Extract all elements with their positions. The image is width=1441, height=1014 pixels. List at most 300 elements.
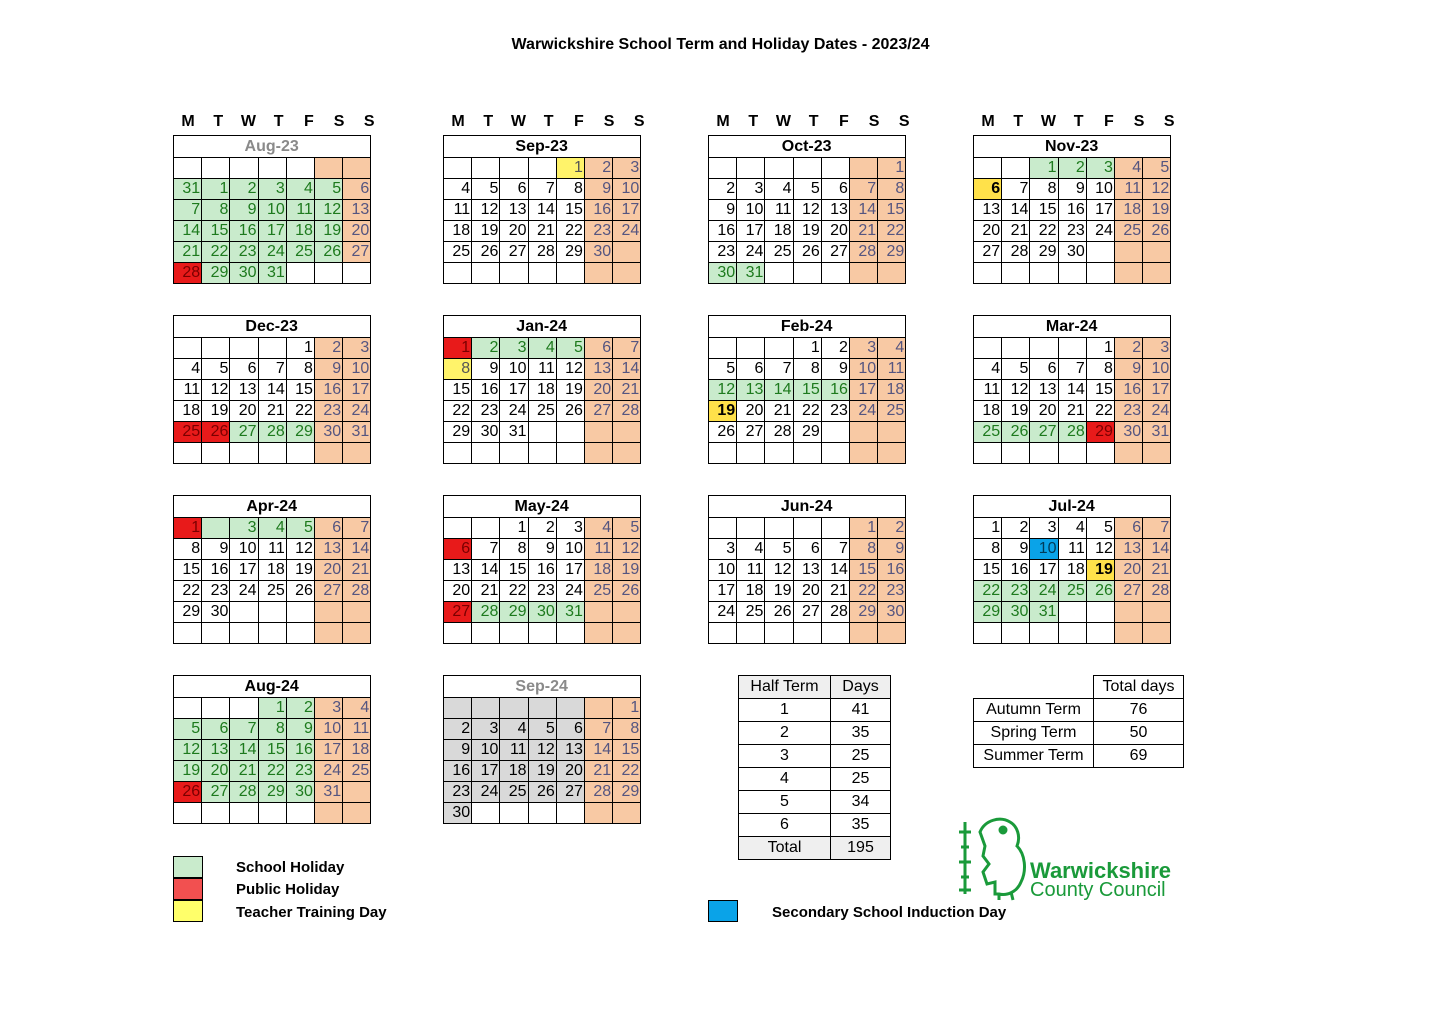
calendar-day-cell: 19 [709, 401, 737, 422]
calendar-day-cell [765, 518, 793, 539]
calendar-day-cell: 17 [258, 220, 286, 241]
calendar-day-cell [500, 803, 528, 824]
calendar-day-cell: 2 [444, 719, 472, 740]
calendar-day-cell: 10 [230, 539, 258, 560]
day-of-week-header [443, 113, 654, 131]
calendar-day-cell: 29 [500, 602, 528, 623]
calendar-day-cell: 14 [821, 560, 849, 581]
day-of-week-label: M [181, 113, 195, 130]
calendar-day-cell [314, 803, 342, 824]
calendar-day-cell [500, 623, 528, 644]
calendar-day-cell: 5 [286, 518, 314, 539]
calendar-day-cell: 4 [584, 518, 612, 539]
calendar-day-cell: 17 [737, 221, 765, 242]
calendar-day-cell: 6 [444, 539, 472, 560]
calendar-day-cell: 3 [343, 338, 371, 359]
calendar-day-cell [528, 263, 556, 284]
calendar-day-cell: 8 [793, 359, 821, 380]
calendar-day-cell: 17 [613, 200, 641, 221]
calendar-day-cell: 15 [1030, 200, 1058, 221]
calendar-day-cell: 26 [314, 241, 342, 262]
month-calendar [173, 675, 371, 824]
calendar-day-cell [314, 443, 342, 464]
calendar-day-cell: 19 [202, 401, 230, 422]
calendar-day-cell: 3 [556, 518, 584, 539]
calendar-day-cell: 27 [1114, 581, 1142, 602]
calendar-day-cell: 21 [528, 221, 556, 242]
calendar-day-cell [974, 623, 1002, 644]
calendar-day-cell: 11 [765, 200, 793, 221]
calendar-day-cell: 12 [202, 380, 230, 401]
calendar-day-cell [500, 263, 528, 284]
month-calendar [443, 675, 641, 824]
calendar-day-cell [528, 698, 556, 719]
calendar-day-cell: 11 [1114, 179, 1142, 200]
calendar-day-cell [1114, 443, 1142, 464]
calendar-day-cell: 25 [174, 422, 202, 443]
calendar-day-cell: 8 [202, 199, 230, 220]
calendar-day-cell [343, 443, 371, 464]
calendar-day-cell: 27 [556, 782, 584, 803]
calendar-day-cell: 3 [613, 158, 641, 179]
calendar-day-cell: 30 [528, 602, 556, 623]
calendar-day-cell: 25 [878, 401, 906, 422]
calendar-day-cell: 26 [1002, 422, 1030, 443]
calendar-day-cell: 15 [286, 380, 314, 401]
calendar-day-cell: 10 [1030, 539, 1058, 560]
calendar-day-cell: 10 [1086, 179, 1114, 200]
calendar-day-cell: 7 [472, 539, 500, 560]
calendar-day-cell [737, 338, 765, 359]
day-of-week-label: T [748, 113, 759, 130]
half-term-number: 4 [739, 768, 831, 791]
calendar-day-cell: 29 [286, 422, 314, 443]
calendar-day-cell: 16 [709, 221, 737, 242]
calendar-day-cell [314, 623, 342, 644]
calendar-day-cell [343, 262, 371, 283]
calendar-day-cell: 26 [202, 422, 230, 443]
calendar-day-cell: 14 [472, 560, 500, 581]
calendar-day-cell [1058, 623, 1086, 644]
calendar-day-cell: 6 [1114, 518, 1142, 539]
calendar-day-cell: 9 [472, 359, 500, 380]
calendar-day-cell [849, 263, 877, 284]
half-term-days: 25 [831, 768, 891, 791]
calendar-day-cell: 19 [613, 560, 641, 581]
total-label: Total [739, 837, 831, 860]
calendar-day-cell: 17 [1030, 560, 1058, 581]
calendar-day-cell: 17 [230, 560, 258, 581]
calendar-day-cell: 7 [230, 719, 258, 740]
month-title: Apr-24 [174, 496, 371, 518]
calendar-day-cell [174, 443, 202, 464]
calendar-day-cell [314, 262, 342, 283]
calendar-day-cell: 22 [793, 401, 821, 422]
calendar-day-cell: 13 [793, 560, 821, 581]
calendar-day-cell [230, 803, 258, 824]
calendar-day-cell: 20 [793, 581, 821, 602]
calendar-day-cell [974, 263, 1002, 284]
calendar-day-cell: 22 [500, 581, 528, 602]
calendar-day-cell: 28 [821, 602, 849, 623]
calendar-day-cell [500, 443, 528, 464]
calendar-day-cell: 4 [500, 719, 528, 740]
calendar-day-cell: 18 [258, 560, 286, 581]
calendar-day-cell [343, 803, 371, 824]
calendar-day-cell: 23 [528, 581, 556, 602]
calendar-day-cell: 10 [737, 200, 765, 221]
calendar-day-cell: 20 [1030, 401, 1058, 422]
calendar-day-cell [343, 623, 371, 644]
calendar-day-cell [613, 422, 641, 443]
month-title: May-24 [444, 496, 641, 518]
calendar-day-cell: 28 [1058, 422, 1086, 443]
calendar-day-cell: 10 [472, 740, 500, 761]
calendar-day-cell: 14 [174, 220, 202, 241]
legend-public-holiday-label: Public Holiday [236, 881, 340, 898]
calendar-day-cell: 7 [849, 179, 877, 200]
calendar-day-cell: 26 [556, 401, 584, 422]
calendar-day-cell: 18 [286, 220, 314, 241]
calendar-day-cell [1086, 623, 1114, 644]
calendar-day-cell [793, 443, 821, 464]
half-term-days: 35 [831, 814, 891, 837]
calendar-day-cell [878, 263, 906, 284]
month-title: Jun-24 [709, 496, 906, 518]
day-of-week-label: T [1013, 113, 1024, 130]
legend-induction-day-swatch [708, 900, 738, 922]
calendar-day-cell: 8 [444, 359, 472, 380]
calendar-day-cell [584, 263, 612, 284]
calendar-day-cell: 26 [1086, 581, 1114, 602]
month-title: Sep-23 [444, 136, 641, 158]
calendar-day-cell [1030, 338, 1058, 359]
calendar-day-cell: 31 [1030, 602, 1058, 623]
calendar-day-cell: 18 [444, 221, 472, 242]
calendar-day-cell: 22 [849, 581, 877, 602]
day-of-week-header [708, 113, 919, 131]
calendar-day-cell: 31 [343, 422, 371, 443]
calendar-day-cell [528, 422, 556, 443]
calendar-day-cell: 16 [1058, 200, 1086, 221]
calendar-day-cell: 3 [709, 539, 737, 560]
calendar-day-cell: 3 [314, 698, 342, 719]
calendar-day-cell [286, 623, 314, 644]
calendar-day-cell: 14 [849, 200, 877, 221]
calendar-day-cell: 8 [613, 719, 641, 740]
calendar-day-cell: 23 [1058, 221, 1086, 242]
calendar-day-cell [584, 623, 612, 644]
calendar-day-cell: 6 [556, 719, 584, 740]
calendar-day-cell: 28 [174, 262, 202, 283]
calendar-day-cell: 5 [613, 518, 641, 539]
calendar-day-cell: 14 [230, 740, 258, 761]
term-days: 69 [1094, 745, 1184, 768]
calendar-day-cell: 25 [765, 242, 793, 263]
calendar-day-cell: 19 [765, 581, 793, 602]
day-of-week-label: W [1040, 113, 1057, 130]
calendar-day-cell: 18 [974, 401, 1002, 422]
logo-text-line1: Warwickshire [1030, 858, 1172, 883]
calendar-day-cell: 4 [174, 359, 202, 380]
calendar-day-cell: 27 [343, 241, 371, 262]
calendar-day-cell [444, 623, 472, 644]
calendar-day-cell: 7 [584, 719, 612, 740]
calendar-day-cell: 27 [584, 401, 612, 422]
calendar-day-cell: 15 [793, 380, 821, 401]
calendar-day-cell: 5 [1086, 518, 1114, 539]
month-calendar [973, 315, 1171, 464]
day-of-week-label: S [898, 113, 910, 130]
calendar-day-cell: 9 [821, 359, 849, 380]
calendar-day-cell: 6 [737, 359, 765, 380]
calendar-day-cell: 14 [765, 380, 793, 401]
calendar-day-cell: 23 [1002, 581, 1030, 602]
calendar-day-cell [174, 158, 202, 179]
calendar-day-cell [613, 623, 641, 644]
calendar-day-cell: 13 [556, 740, 584, 761]
legend-school-holiday-label: School Holiday [236, 859, 345, 876]
month-title: Feb-24 [709, 316, 906, 338]
calendar-day-cell [472, 158, 500, 179]
calendar-day-cell: 21 [765, 401, 793, 422]
calendar-day-cell [793, 158, 821, 179]
calendar-day-cell: 12 [472, 200, 500, 221]
calendar-day-cell: 9 [1002, 539, 1030, 560]
calendar-day-cell [286, 262, 314, 283]
calendar-day-cell: 14 [1058, 380, 1086, 401]
calendar-day-cell [1030, 443, 1058, 464]
calendar-day-cell: 11 [444, 200, 472, 221]
legend-teacher-training-label: Teacher Training Day [236, 904, 387, 921]
calendar-day-cell: 23 [709, 242, 737, 263]
calendar-day-cell: 12 [286, 539, 314, 560]
calendar-day-cell: 30 [1058, 242, 1086, 263]
calendar-day-cell: 2 [1002, 518, 1030, 539]
calendar-day-cell: 20 [314, 560, 342, 581]
month-title: Oct-23 [709, 136, 906, 158]
calendar-day-cell: 26 [174, 782, 202, 803]
calendar-day-cell [849, 443, 877, 464]
calendar-day-cell: 1 [202, 178, 230, 199]
page-title: Warwickshire School Term and Holiday Dates - 2023/24 [511, 36, 930, 53]
calendar-day-cell: 29 [793, 422, 821, 443]
calendar-day-cell [1143, 443, 1171, 464]
calendar-day-cell: 18 [737, 581, 765, 602]
calendar-day-cell: 6 [314, 518, 342, 539]
calendar-day-cell [202, 698, 230, 719]
calendar-day-cell [343, 158, 371, 179]
calendar-day-cell: 19 [286, 560, 314, 581]
calendar-day-cell [613, 803, 641, 824]
calendar-day-cell [1114, 602, 1142, 623]
calendar-day-cell [1114, 242, 1142, 263]
calendar-day-cell: 23 [878, 581, 906, 602]
calendar-day-cell: 7 [821, 539, 849, 560]
calendar-day-cell: 12 [765, 560, 793, 581]
calendar-day-cell: 7 [343, 518, 371, 539]
calendar-day-cell: 30 [1002, 602, 1030, 623]
calendar-day-cell: 6 [974, 179, 1002, 200]
calendar-day-cell: 16 [1002, 560, 1030, 581]
calendar-day-cell: 27 [821, 242, 849, 263]
calendar-day-cell [974, 443, 1002, 464]
calendar-day-cell [584, 698, 612, 719]
calendar-day-cell: 15 [1086, 380, 1114, 401]
term-days: 76 [1094, 699, 1184, 722]
calendar-day-cell: 11 [286, 199, 314, 220]
month-calendar [173, 495, 371, 644]
calendar-day-cell: 17 [556, 560, 584, 581]
calendar-day-cell: 20 [230, 401, 258, 422]
calendar-day-cell: 6 [202, 719, 230, 740]
calendar-day-cell: 11 [584, 539, 612, 560]
calendar-day-cell [765, 338, 793, 359]
calendar-day-cell [709, 158, 737, 179]
calendar-day-cell: 4 [1114, 158, 1142, 179]
calendar-day-cell: 12 [528, 740, 556, 761]
calendar-day-cell: 23 [472, 401, 500, 422]
calendar-day-cell: 24 [472, 782, 500, 803]
calendar-day-cell [230, 158, 258, 179]
calendar-day-cell: 2 [878, 518, 906, 539]
calendar-day-cell: 22 [1086, 401, 1114, 422]
calendar-day-cell: 9 [444, 740, 472, 761]
calendar-day-cell: 8 [500, 539, 528, 560]
calendar-day-cell [1114, 623, 1142, 644]
calendar-day-cell: 21 [1002, 221, 1030, 242]
calendar-day-cell: 9 [1058, 179, 1086, 200]
calendar-day-cell [472, 623, 500, 644]
calendar-day-cell: 28 [584, 782, 612, 803]
half-term-days: 34 [831, 791, 891, 814]
day-of-week-header [973, 113, 1184, 131]
calendar-day-cell [1143, 242, 1171, 263]
half-term-days: 35 [831, 722, 891, 745]
calendar-day-cell [1143, 602, 1171, 623]
month-calendar [443, 315, 641, 464]
calendar-day-cell: 18 [1114, 200, 1142, 221]
term-days: 50 [1094, 722, 1184, 745]
calendar-day-cell [849, 158, 877, 179]
day-of-week-label: S [868, 113, 880, 130]
calendar-day-cell: 8 [258, 719, 286, 740]
calendar-day-cell: 26 [286, 581, 314, 602]
month-calendar [443, 135, 641, 284]
calendar-day-cell: 29 [556, 242, 584, 263]
calendar-day-cell: 6 [1030, 359, 1058, 380]
calendar-day-cell: 9 [709, 200, 737, 221]
calendar-day-cell [821, 443, 849, 464]
calendar-day-cell: 4 [258, 518, 286, 539]
term-name: Summer Term [974, 745, 1094, 768]
calendar-day-cell: 20 [556, 761, 584, 782]
calendar-day-cell: 12 [709, 380, 737, 401]
calendar-day-cell: 24 [556, 581, 584, 602]
half-term-days: 25 [831, 745, 891, 768]
calendar-day-cell: 3 [230, 518, 258, 539]
day-of-week-label: T [808, 113, 819, 130]
calendar-day-cell [314, 158, 342, 179]
calendar-day-cell: 11 [500, 740, 528, 761]
calendar-day-cell: 23 [314, 401, 342, 422]
calendar-day-cell: 19 [174, 761, 202, 782]
calendar-day-cell: 7 [1143, 518, 1171, 539]
calendar-day-cell: 11 [258, 539, 286, 560]
day-of-week-label: F [838, 113, 849, 130]
calendar-day-cell: 10 [258, 199, 286, 220]
calendar-day-cell: 13 [444, 560, 472, 581]
calendar-day-cell: 7 [613, 338, 641, 359]
calendar-day-cell: 9 [584, 179, 612, 200]
calendar-day-cell [1086, 242, 1114, 263]
calendar-day-cell [230, 623, 258, 644]
calendar-day-cell: 1 [444, 338, 472, 359]
calendar-day-cell: 16 [286, 740, 314, 761]
calendar-day-cell [737, 518, 765, 539]
calendar-day-cell: 12 [314, 199, 342, 220]
calendar-day-cell [202, 623, 230, 644]
calendar-day-cell: 24 [1030, 581, 1058, 602]
calendar-day-cell: 20 [343, 220, 371, 241]
day-of-week-label: W [510, 113, 527, 130]
calendar-day-cell: 30 [286, 782, 314, 803]
calendar-day-cell: 16 [314, 380, 342, 401]
calendar-day-cell: 31 [314, 782, 342, 803]
calendar-day-cell: 27 [737, 422, 765, 443]
calendar-day-cell: 1 [974, 518, 1002, 539]
calendar-day-cell: 6 [584, 338, 612, 359]
month-title: Mar-24 [974, 316, 1171, 338]
calendar-day-cell: 20 [1114, 560, 1142, 581]
calendar-day-cell: 11 [878, 359, 906, 380]
calendar-day-cell: 25 [737, 602, 765, 623]
calendar-day-cell: 10 [314, 719, 342, 740]
calendar-day-cell [258, 158, 286, 179]
calendar-day-cell: 22 [202, 241, 230, 262]
calendar-day-cell: 1 [1086, 338, 1114, 359]
calendar-day-cell: 10 [613, 179, 641, 200]
calendar-day-cell [500, 698, 528, 719]
calendar-day-cell [737, 623, 765, 644]
calendar-day-cell: 5 [1002, 359, 1030, 380]
calendar-day-cell: 18 [528, 380, 556, 401]
calendar-day-cell [613, 242, 641, 263]
calendar-day-cell [584, 422, 612, 443]
calendar-day-cell [1086, 602, 1114, 623]
calendar-day-cell: 7 [258, 359, 286, 380]
calendar-day-cell: 18 [765, 221, 793, 242]
calendar-day-cell: 13 [584, 359, 612, 380]
calendar-day-cell [1114, 263, 1142, 284]
calendar-day-cell: 29 [974, 602, 1002, 623]
calendar-day-cell: 11 [1058, 539, 1086, 560]
calendar-day-cell [709, 443, 737, 464]
calendar-day-cell: 24 [500, 401, 528, 422]
calendar-day-cell [737, 158, 765, 179]
calendar-day-cell: 16 [528, 560, 556, 581]
calendar-day-cell: 27 [974, 242, 1002, 263]
calendar-day-cell: 4 [286, 178, 314, 199]
calendar-day-cell [849, 623, 877, 644]
day-of-week-label: S [333, 113, 345, 130]
calendar-day-cell: 10 [709, 560, 737, 581]
calendar-day-cell: 28 [1002, 242, 1030, 263]
term-name: Spring Term [974, 722, 1094, 745]
calendar-day-cell: 18 [343, 740, 371, 761]
calendar-day-cell [472, 698, 500, 719]
calendar-day-cell [444, 518, 472, 539]
